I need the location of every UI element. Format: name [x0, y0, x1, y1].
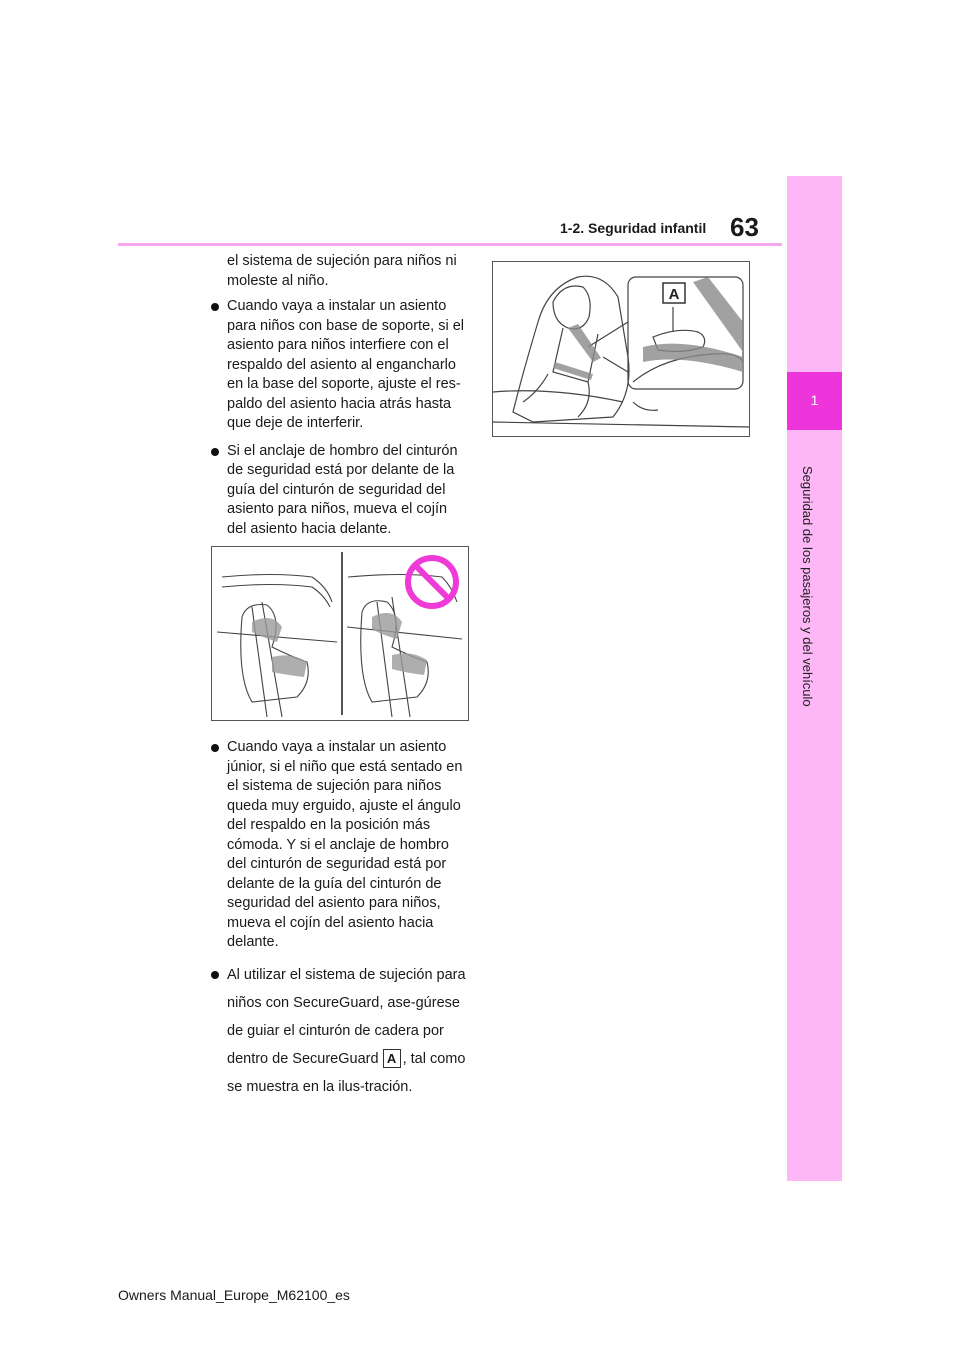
- section-title: 1-2. Seguridad infantil: [560, 220, 707, 236]
- page-number: 63: [730, 212, 759, 242]
- bullet-dot-icon: [211, 971, 219, 979]
- bullet-text: Cuando vaya a instalar un asiento júnior, si el niño que está sentado en el sistema de sujeción para niños queda muy erguido, ajuste el ángulo del respaldo en la posición más cómoda. Y si el anclaje de hombro del cinturón de seguridad está por delante de la guía del cinturón de seguridad del asiento para niños, mueva el cojín del asiento hacia delante.: [227, 739, 463, 950]
- seat-position-comparison-illustration: [211, 546, 469, 721]
- bullet-item: [210, 738, 470, 953]
- chapter-title: Seguridad de los pasajeros y del vehículo: [800, 466, 815, 707]
- figure-callout-label: A: [668, 286, 680, 303]
- secureguard-drawing: [493, 262, 749, 436]
- footer-manual-id: Owners Manual_Europe_M62100_es: [118, 1287, 350, 1303]
- bullet-item: [210, 297, 470, 434]
- header-divider: [118, 243, 782, 246]
- secureguard-illustration: [492, 261, 750, 437]
- bullet-text-end: , tal como se muestra en la ilus-tración.: [227, 1050, 466, 1095]
- callout-label: A: [383, 1049, 401, 1068]
- bullet-dot-icon: [211, 744, 219, 752]
- bullet-item: [210, 961, 470, 1101]
- bullet-text: Si el anclaje de hombro del cinturón de seguridad está por delante de la guía del cinturón de seguridad del asiento para niños, mueva el cojín del asiento hacia delante.: [227, 442, 458, 537]
- bullet-text: Al utilizar el sistema de sujeción para niños con SecureGuard, ase-gúrese de guiar el cinturón de cadera por dentro de SecureGuard: [227, 966, 466, 1067]
- seat-comparison-drawing: [212, 547, 468, 720]
- bullet-item: [210, 442, 470, 540]
- bullet-dot-icon: [211, 448, 219, 456]
- continuation-paragraph: el sistema de sujeción para niños ni moleste al niño.: [227, 253, 457, 289]
- bullet-text: Cuando vaya a instalar un asiento para niños con base de soporte, si el asiento para niños interfiere con el respaldo del asiento al engancharlo en la base del soporte, ajuste el res-paldo del asiento hacia atrás hasta que deje de interferir.: [227, 298, 464, 431]
- chapter-number: 1: [810, 392, 819, 408]
- bullet-dot-icon: [211, 303, 219, 311]
